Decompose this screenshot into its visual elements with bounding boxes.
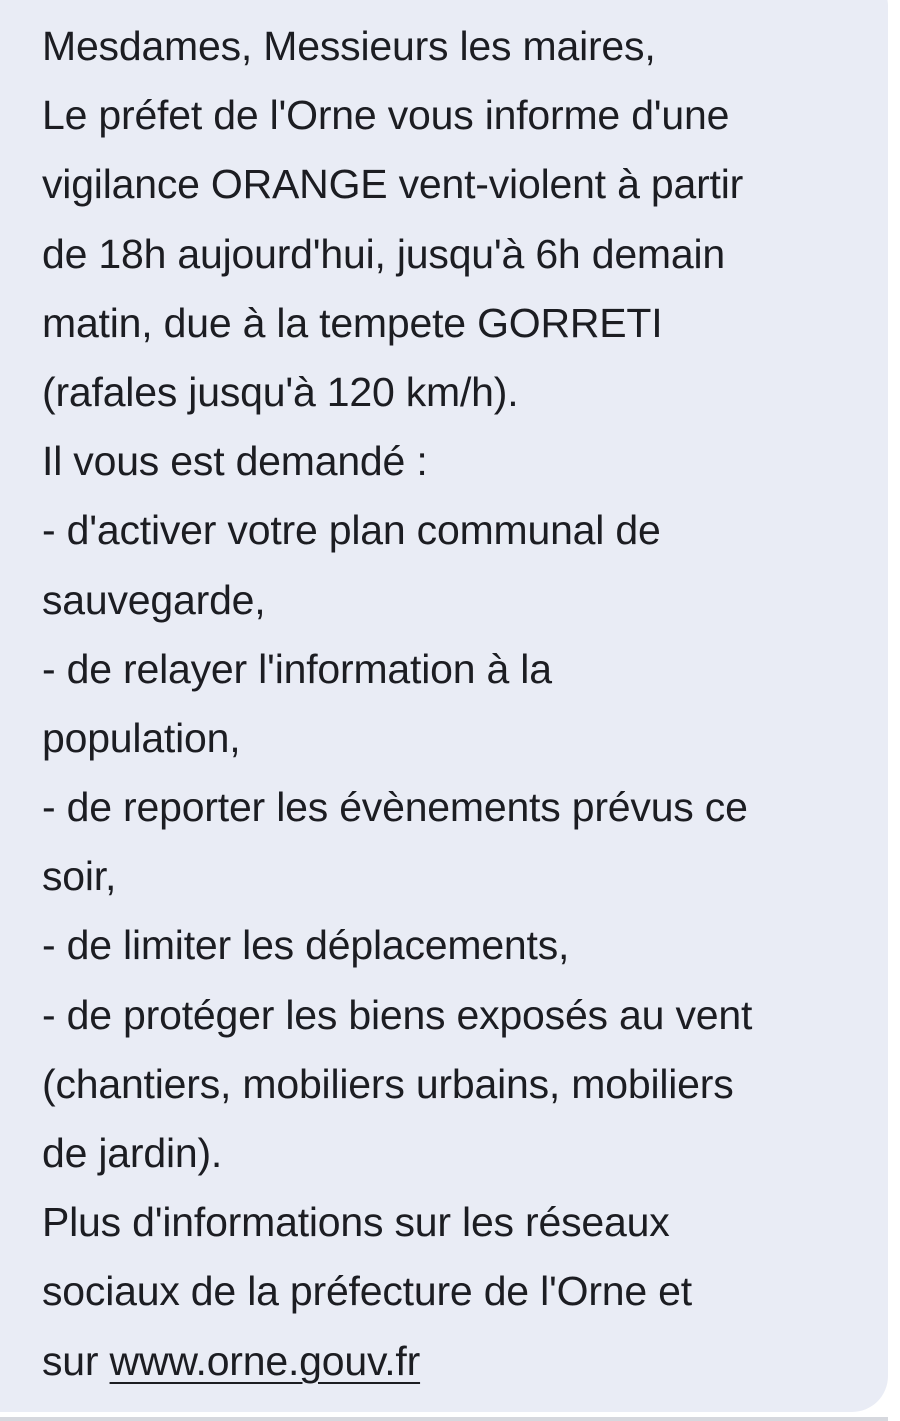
last-line-prefix: sur [42, 1337, 110, 1384]
message-line: matin, due à la tempete GORRETI [42, 299, 663, 346]
message-text [42, 12, 872, 1396]
prefecture-website-link[interactable]: www.orne.gouv.fr [109, 1337, 421, 1384]
message-last-line [42, 1327, 872, 1396]
message-line: (chantiers, mobiliers urbains, mobiliers [42, 1060, 734, 1107]
message-line: vigilance ORANGE vent-violent à partir [42, 161, 744, 208]
message-line: de 18h aujourd'hui, jusqu'à 6h demain [42, 230, 725, 277]
message-line: (rafales jusqu'à 120 km/h). [42, 368, 519, 415]
message-line: Il vous est demandé : [42, 438, 428, 485]
message-line: - de reporter les évènements prévus ce [42, 784, 748, 831]
message-line: population, [42, 714, 241, 761]
message-line: sociaux de la préfecture de l'Orne et [42, 1268, 692, 1315]
message-line: de jardin). [42, 1130, 223, 1176]
message-line: - de relayer l'information à la [42, 645, 552, 692]
message-line: sauvegarde, [42, 576, 266, 623]
message-line: Plus d'informations sur les réseaux [42, 1199, 670, 1246]
message-line: - de protéger les biens exposés au vent [42, 991, 753, 1038]
message-line: - d'activer votre plan communal de [42, 507, 661, 554]
message-line: Mesdames, Messieurs les maires, [42, 23, 656, 69]
message-line: Le préfet de l'Orne vous informe d'une [42, 92, 730, 139]
message-line: - de limiter les déplacements, [42, 922, 570, 969]
message-line: soir, [42, 853, 117, 900]
bubble-bottom-divider [0, 1417, 888, 1421]
